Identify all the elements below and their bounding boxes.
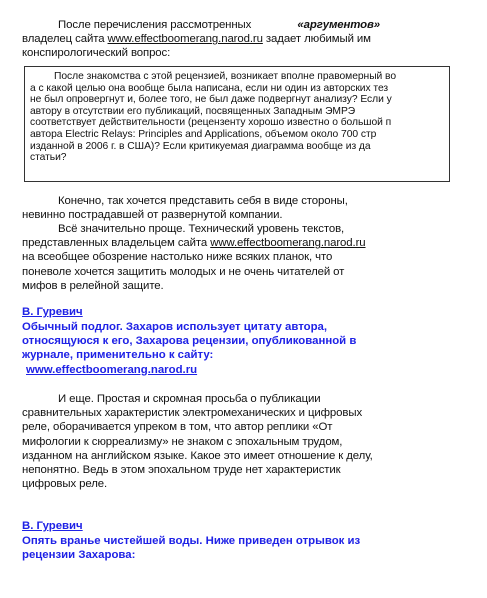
paragraph-line: мифологии к сюрреализму» не знаком с эпохальным трудом,	[22, 435, 343, 448]
paragraph-3	[22, 222, 446, 293]
reply-line: Опять вранье чистейшей воды. Ниже приведен отрывок из	[22, 535, 361, 547]
arguments-emphasis: «аргументов»	[297, 19, 381, 31]
paragraph-line: Конечно, так хочется представить себя в виде стороны,	[58, 195, 348, 207]
paragraph-4	[22, 392, 446, 491]
intro-line-2-end: задает любимый им	[265, 33, 371, 46]
intro-line-2-text: владелец сайта	[22, 33, 105, 46]
reply-1-text	[22, 320, 452, 377]
paragraph-line: Всё значительно проще. Технический уровень текстов,	[58, 223, 345, 235]
quote-line: автору в отсутствии его публикаций, посвященных Западным ЭМРЭ	[30, 105, 356, 117]
site-link[interactable]: www.effectboomerang.narod.ru	[210, 237, 366, 250]
paragraph-line: на всеобщее обозрение настолько ниже всяких планок, что	[22, 251, 333, 264]
paragraph-line: изданном на английском языке. Какое это имеет отношение к делу,	[22, 449, 373, 462]
quoted-box	[24, 66, 450, 182]
reply-line: журнале, применительно к сайту:	[22, 349, 214, 362]
reply-author-1: В. Гуревич	[22, 306, 83, 318]
intro-line-1-text: После перечисления рассмотренных	[58, 19, 252, 31]
reply-line: рецензии Захарова:	[22, 549, 136, 562]
paragraph-line: сравнительных характеристик электромеханических и цифровых	[22, 407, 363, 420]
intro-paragraph	[22, 18, 446, 61]
paragraph-line: мифов в релейной защите.	[22, 279, 164, 292]
site-link[interactable]: www.effectboomerang.narod.ru	[26, 363, 198, 376]
quote-line: После знакомства с этой рецензией, возникает вполне правомерный во	[54, 71, 397, 82]
intro-line-2	[22, 32, 446, 46]
site-link[interactable]: www.effectboomerang.narod.ru	[107, 33, 263, 46]
paragraph-line: непонятно. Ведь в этом эпохальном труде нет характеристик	[22, 464, 341, 477]
paragraph-line-text: представленных владельцем сайта	[22, 237, 208, 250]
quote-line: автора Electric Relays: Principles and Applications, объемом около 700 стр	[30, 128, 377, 140]
paragraph-2	[22, 194, 446, 222]
intro-line-3: конспирологический вопрос:	[22, 47, 171, 60]
reply-line: относящуюся к его, Захарова рецензии, опубликованной в	[22, 335, 357, 348]
intro-line-1	[22, 18, 446, 32]
paragraph-line: И еще. Простая и скромная просьба о публикации	[58, 393, 321, 405]
paragraph-line: поневоле хочется защитить молодых и не очень читателей от	[22, 265, 345, 278]
reply-author-2: В. Гуревич	[22, 520, 83, 532]
paragraph-line: реле, оборачивается упреком в том, что автор реплики «От	[22, 421, 333, 434]
reply-2-text	[22, 534, 452, 562]
quote-line: изданной в 2006 г. в США)? Если критикуемая диаграмма вообще из да	[30, 140, 371, 152]
quote-line: статьи?	[30, 152, 67, 164]
quote-line: соответствует действительности (рецензенту хорошо известно о большой п	[30, 117, 392, 129]
quote-line: а с какой целью она вообще была написана, если ни один из авторских тез	[30, 82, 389, 94]
paragraph-line: невинно пострадавшей от развернутой компании.	[22, 209, 283, 222]
paragraph-line	[22, 236, 446, 250]
reply-line: Обычный подлог. Захаров использует цитату автора,	[22, 321, 328, 333]
paragraph-line: цифровых реле.	[22, 478, 108, 491]
quote-line: не был опровергнут и, более того, не был даже подвергнут анализу? Если у	[30, 94, 392, 106]
